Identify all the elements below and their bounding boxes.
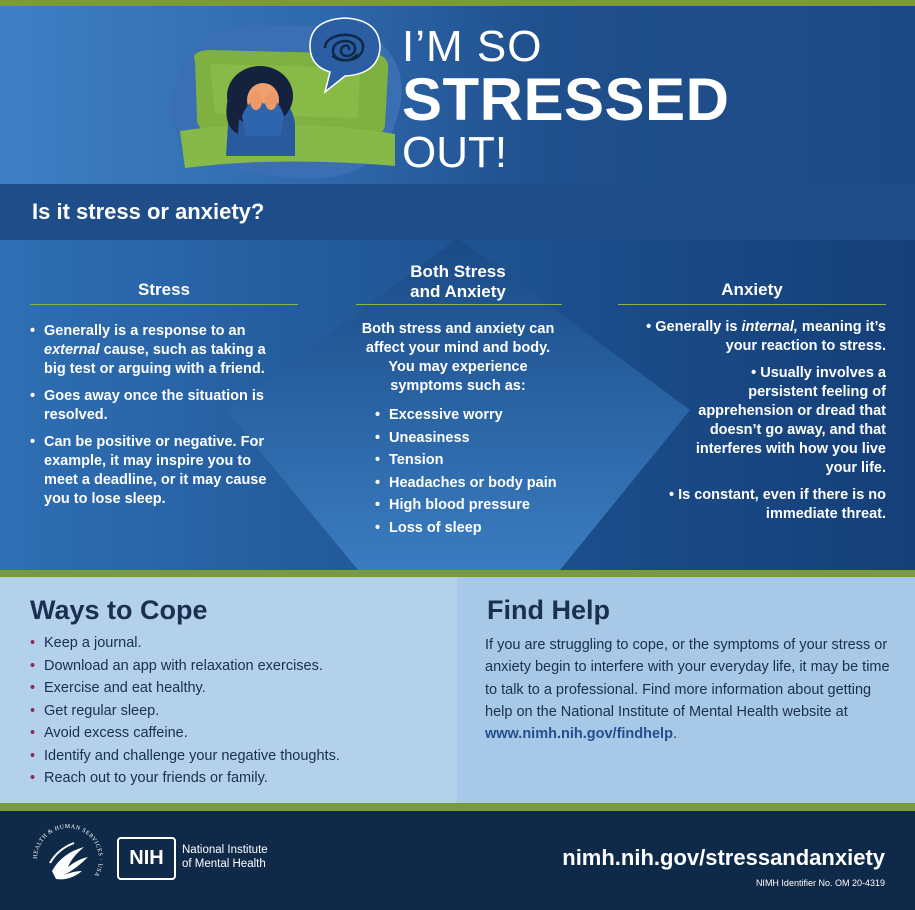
stress-heading: Stress	[138, 280, 190, 299]
cope-title: Ways to Cope	[30, 595, 208, 625]
title-line-1: I’M SO	[402, 22, 543, 71]
title-line-3: OUT!	[402, 128, 508, 177]
cope-item: • Identify and challenge your negative thoughts.	[30, 745, 340, 768]
question-bar	[0, 184, 915, 240]
anxiety-item: • Usually involves a persistent feeling of apprehension or dread that doesn’t go away, and that interferes with how you live your life.	[646, 364, 886, 478]
symptom-item: • Headaches or body pain	[375, 474, 575, 493]
anxiety-item: • Is constant, even if there is no immediate threat.	[646, 486, 886, 524]
symptom-item: • Uneasiness	[375, 429, 575, 448]
stress-item: • Can be positive or negative. For example, it may inspire you to meet a deadline, or it may cause you to lose sleep.	[30, 433, 288, 509]
hhs-seal-icon	[28, 819, 108, 899]
both-intro: Both stress and anxiety can affect your mind and body. You may experience symptoms such as:	[361, 321, 555, 394]
both-divider	[356, 304, 562, 305]
title-line-2: STRESSED	[402, 66, 730, 133]
symptoms-list	[375, 406, 575, 541]
ways-to-cope-panel	[0, 577, 457, 803]
cope-item: • Reach out to your friends or family.	[30, 767, 340, 790]
anxiety-heading: Anxiety	[721, 280, 783, 299]
question-heading: Is it stress or anxiety?	[32, 199, 265, 224]
nih-logo: NIH	[117, 837, 176, 880]
bottom-accent-line	[0, 803, 915, 811]
comparison-section	[0, 240, 915, 570]
stress-list	[30, 322, 288, 517]
stress-item: • Generally is a response to an external cause, such as taking a big test or arguing with a friend.	[30, 322, 288, 379]
cope-item: • Avoid excess caffeine.	[30, 722, 340, 745]
symptom-item: • Loss of sleep	[375, 519, 575, 538]
cope-item: • Get regular sleep.	[30, 700, 340, 723]
title	[402, 24, 729, 176]
identifier-number: NIMH Identifier No. OM 20-4319	[755, 878, 885, 888]
anxiety-item: • Generally is internal, meaning it’s your reaction to stress.	[646, 318, 886, 356]
institute-name: National Institute of Mental Health	[182, 844, 268, 870]
cope-list	[30, 632, 340, 790]
anxiety-list	[646, 318, 886, 532]
header-banner	[0, 6, 915, 184]
cope-item: • Download an app with relaxation exercises.	[30, 655, 340, 678]
symptom-item: • Excessive worry	[375, 406, 575, 425]
cope-item: • Exercise and eat healthy.	[30, 677, 340, 700]
website-url[interactable]: nimh.nih.gov/stressandanxiety	[562, 845, 885, 870]
middle-accent-line	[0, 570, 915, 577]
help-text: If you are struggling to cope, or the symptoms of your stress or anxiety begin to interfere with your everyday life, it may be time to talk to a professional. Find more information about getting help on the National Institute of Mental Health website at www.nimh.nih.gov/findhelp.	[485, 637, 890, 743]
cope-item: • Keep a journal.	[30, 632, 340, 655]
stress-divider	[30, 304, 298, 305]
both-heading: Both Stress and Anxiety	[410, 262, 506, 301]
symptom-item: • Tension	[375, 451, 575, 470]
anxiety-divider	[618, 304, 886, 305]
findhelp-link[interactable]: www.nimh.nih.gov/findhelp	[485, 726, 673, 743]
seal-text: HEALTH & HUMAN SERVICES · USA	[32, 823, 104, 878]
symptom-item: • High blood pressure	[375, 496, 575, 515]
help-title: Find Help	[487, 595, 610, 625]
find-help-panel	[457, 577, 915, 803]
stress-item: • Goes away once the situation is resolved.	[30, 387, 288, 425]
footer	[0, 811, 915, 910]
